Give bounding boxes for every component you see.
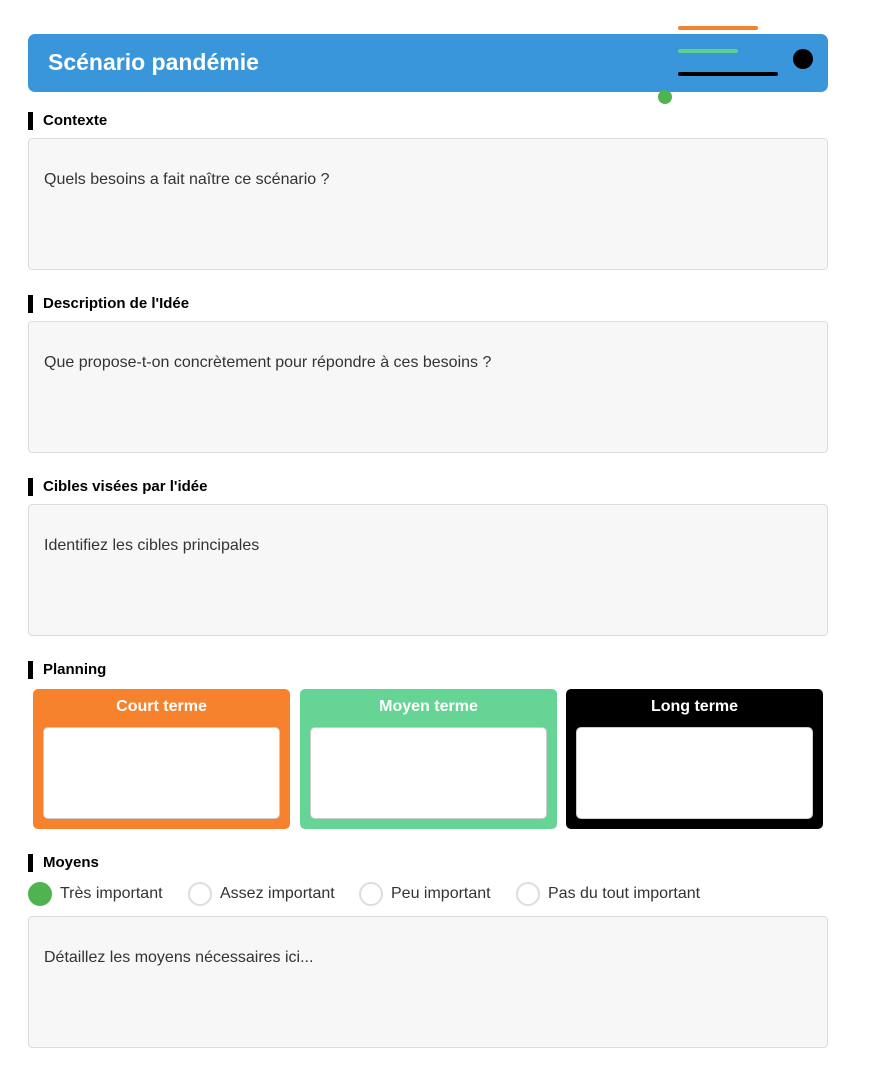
radio-label: Très important — [60, 885, 163, 902]
cibles-placeholder: Identifiez les cibles principales — [44, 537, 260, 554]
radio-circle[interactable] — [359, 882, 383, 906]
contexte-placeholder: Quels besoins a fait naître ce scénario ? — [44, 171, 330, 188]
page-header — [28, 34, 828, 92]
radio-label: Peu important — [391, 885, 491, 902]
contexte-textarea[interactable] — [28, 138, 828, 270]
planning-long-terme — [566, 689, 823, 829]
planning-court-terme — [33, 689, 290, 829]
page-title: Scénario pandémie — [48, 49, 259, 75]
section-label-description: Description de l'Idée — [28, 295, 189, 313]
decoration-green-line — [678, 49, 738, 53]
planning-moyen-title: Moyen terme — [379, 698, 478, 715]
radio-label: Pas du tout important — [548, 885, 701, 902]
decoration-black-dot — [793, 49, 813, 69]
radio-label: Assez important — [220, 885, 335, 902]
planning-moyen-terme — [300, 689, 557, 829]
planning-moyen-input[interactable] — [310, 727, 547, 819]
radio-circle-checked[interactable] — [28, 882, 52, 906]
planning-long-input[interactable] — [576, 727, 813, 819]
description-textarea[interactable] — [28, 321, 828, 453]
radio-circle[interactable] — [188, 882, 212, 906]
moyens-placeholder: Détaillez les moyens nécessaires ici... — [44, 949, 314, 966]
section-label-cibles: Cibles visées par l'idée — [28, 478, 208, 496]
section-label-moyens: Moyens — [28, 854, 99, 872]
section-label-contexte: Contexte — [28, 112, 107, 130]
radio-circle[interactable] — [516, 882, 540, 906]
planning-court-input[interactable] — [43, 727, 280, 819]
description-placeholder: Que propose-t-on concrètement pour répondre à ces besoins ? — [44, 354, 492, 371]
moyens-textarea[interactable] — [28, 916, 828, 1048]
section-label-planning: Planning — [28, 661, 106, 679]
planning-long-title: Long terme — [650, 698, 739, 715]
cibles-textarea[interactable] — [28, 504, 828, 636]
decoration-green-dot — [658, 90, 672, 104]
decoration-black-line — [678, 72, 778, 76]
planning-court-title: Court terme — [116, 698, 207, 715]
decoration-orange-line — [678, 26, 758, 30]
